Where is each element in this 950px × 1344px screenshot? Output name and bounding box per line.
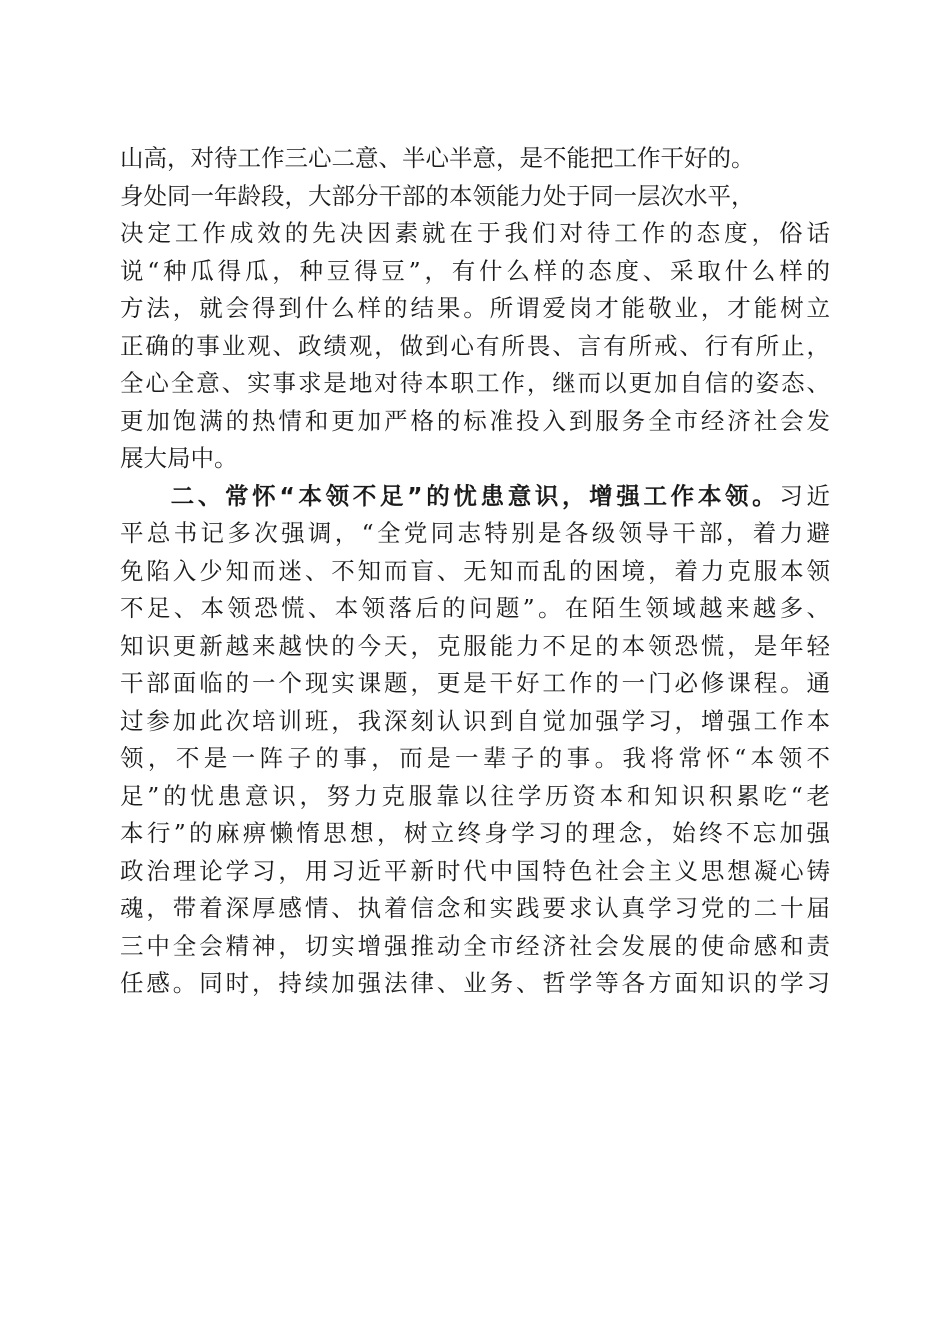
paragraph-line: 政治理论学习，用习近平新时代中国特色社会主义思想凝心铸 — [120, 856, 830, 885]
paragraph-line: 本行”的麻痹懒惰思想，树立终身学习的理念，始终不忘加强 — [120, 819, 830, 847]
paragraph-line: 干部面临的一个现实课题，更是干好工作的一门必修课程。通 — [120, 669, 830, 697]
paragraph-line: 更加饱满的热情和更加严格的标准投入到服务全市经济社会发 — [120, 406, 830, 435]
paragraph-line: 任感。同时，持续加强法律、业务、哲学等各方面知识的学习 — [120, 969, 830, 997]
paragraph-line: 平总书记多次强调，“全党同志特别是各级领导干部，着力避 — [120, 519, 830, 547]
paragraph-line: 说“种瓜得瓜，种豆得豆”，有什么样的态度、采取什么样的 — [120, 256, 830, 285]
paragraph-line: 过参加此次培训班，我深刻认识到自觉加强学习，增强工作本 — [120, 706, 830, 735]
paragraph-line: 领，不是一阵子的事，而是一辈子的事。我将常怀“本领不 — [120, 744, 830, 772]
paragraph-line: 方法，就会得到什么样的结果。所谓爱岗才能敬业，才能树立 — [120, 294, 830, 322]
paragraph-line: 魂，带着深厚感情、执着信念和实践要求认真学习党的二十届 — [120, 894, 830, 922]
paragraph-line: 全心全意、实事求是地对待本职工作，继而以更加自信的姿态、 — [120, 369, 830, 397]
paragraph-line: 足”的忧患意识，努力克服靠以往学历资本和知识积累吃“老 — [120, 781, 830, 810]
paragraph-line: 正确的事业观、政绩观，做到心有所畏、言有所戒、行有所止， — [120, 331, 830, 360]
section-heading: 二、常怀“本领不足”的忧患意识，增强工作本领。 — [167, 481, 780, 510]
paragraph-line: 知识更新越来越快的今天，克服能力不足的本领恐慌，是年轻 — [120, 631, 830, 660]
paragraph-line: 三中全会精神，切实增强推动全市经济社会发展的使命感和责 — [120, 931, 830, 960]
paragraph-line: 决定工作成效的先决因素就在于我们对待工作的态度，俗话 — [120, 219, 830, 247]
section-first-line — [120, 478, 830, 516]
paragraph-line: 免陷入少知而迷、不知而盲、无知而乱的困境，着力克服本领 — [120, 556, 830, 585]
paragraph-line: 不足、本领恐慌、本领落后的问题”。在陌生领域越来越多、 — [120, 594, 830, 622]
paragraph-line: 身处同一年龄段，大部分干部的本领能力处于同一层次水平， — [120, 181, 755, 210]
section-first-line-rest: 习近 — [779, 481, 830, 510]
body-text — [120, 140, 830, 1003]
paragraph-line: 展大局中。 — [120, 444, 238, 472]
paragraph-line: 山高，对待工作三心二意、半心半意，是不能把工作干好的。 — [120, 144, 755, 172]
